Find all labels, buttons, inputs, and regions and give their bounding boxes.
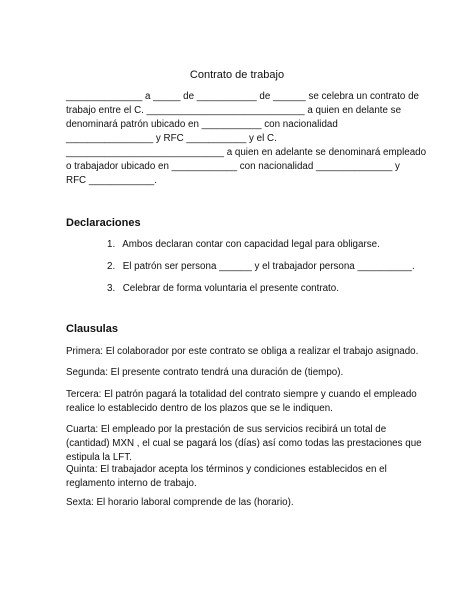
- declaration-number: 1.: [107, 239, 116, 250]
- clause-line: Cuarta: El empleado por la prestación de sus servicios recibirá un total de: [66, 424, 387, 435]
- clause-primera: [66, 345, 419, 359]
- clause-line: Tercera: El patrón pagará la totalidad del contrato siempre y cuando el empleado: [66, 389, 417, 400]
- intro-paragraph: [66, 90, 427, 188]
- intro-line: _____________________________ a quien en adelante se denominará empleado: [66, 147, 427, 158]
- clause-line: Quinta: El trabajador acepta los términos y condiciones establecidos en el: [66, 464, 387, 475]
- clause-tercera: [66, 388, 416, 416]
- intro-line: trabajo entre el C. _____________________________ a quien en delante se: [66, 105, 402, 116]
- declaration-item: [107, 260, 427, 274]
- clause-cuarta: [66, 423, 422, 465]
- intro-line: o trabajador ubicado en ____________ con nacionalidad ______________ y: [66, 161, 400, 172]
- clause-sexta: [66, 496, 416, 510]
- clause-quinta: [66, 463, 416, 491]
- clause-line: Sexta: El horario laboral comprende de las (horario).: [66, 497, 294, 508]
- clause-line: (cantidad) MXN , el cual se pagará los (días) así como todas las prestaciones que: [66, 438, 422, 449]
- intro-line: ______________ a _____ de ___________ de ______ se celebra un contrato de: [66, 91, 420, 102]
- declaration-number: 3.: [107, 283, 116, 294]
- declaration-text: Ambos declaran contar con capacidad legal para obligarse.: [122, 239, 380, 250]
- intro-line: ________________ y RFC ___________ y el C.: [66, 133, 277, 144]
- declaration-item: [107, 238, 427, 252]
- clause-segunda: [66, 366, 416, 380]
- clause-line: realice lo establecido dentro de los plazos que se le indiquen.: [66, 403, 333, 414]
- clause-line: Primera: El colaborador por este contrato se obliga a realizar el trabajo asignado.: [66, 346, 419, 357]
- intro-line: denominará patrón ubicado en ___________ con nacionalidad: [66, 119, 338, 130]
- intro-line: RFC ____________.: [66, 175, 157, 186]
- declaration-item: [107, 282, 427, 296]
- declaration-text: El patrón ser persona ______ y el trabajador persona __________.: [122, 261, 415, 272]
- clause-line: Segunda: El presente contrato tendrá una duración de (tiempo).: [66, 367, 344, 378]
- declaration-text: Celebrar de forma voluntaria el presente contrato.: [122, 283, 339, 294]
- declarations-heading: Declaraciones: [66, 217, 141, 229]
- document-title: Contrato de trabajo: [189, 69, 285, 81]
- clause-line: estipula la LFT.: [66, 452, 132, 463]
- clauses-heading: Clausulas: [66, 323, 118, 335]
- declaration-number: 2.: [107, 261, 116, 272]
- clause-line: reglamento interno de trabajo.: [66, 478, 197, 489]
